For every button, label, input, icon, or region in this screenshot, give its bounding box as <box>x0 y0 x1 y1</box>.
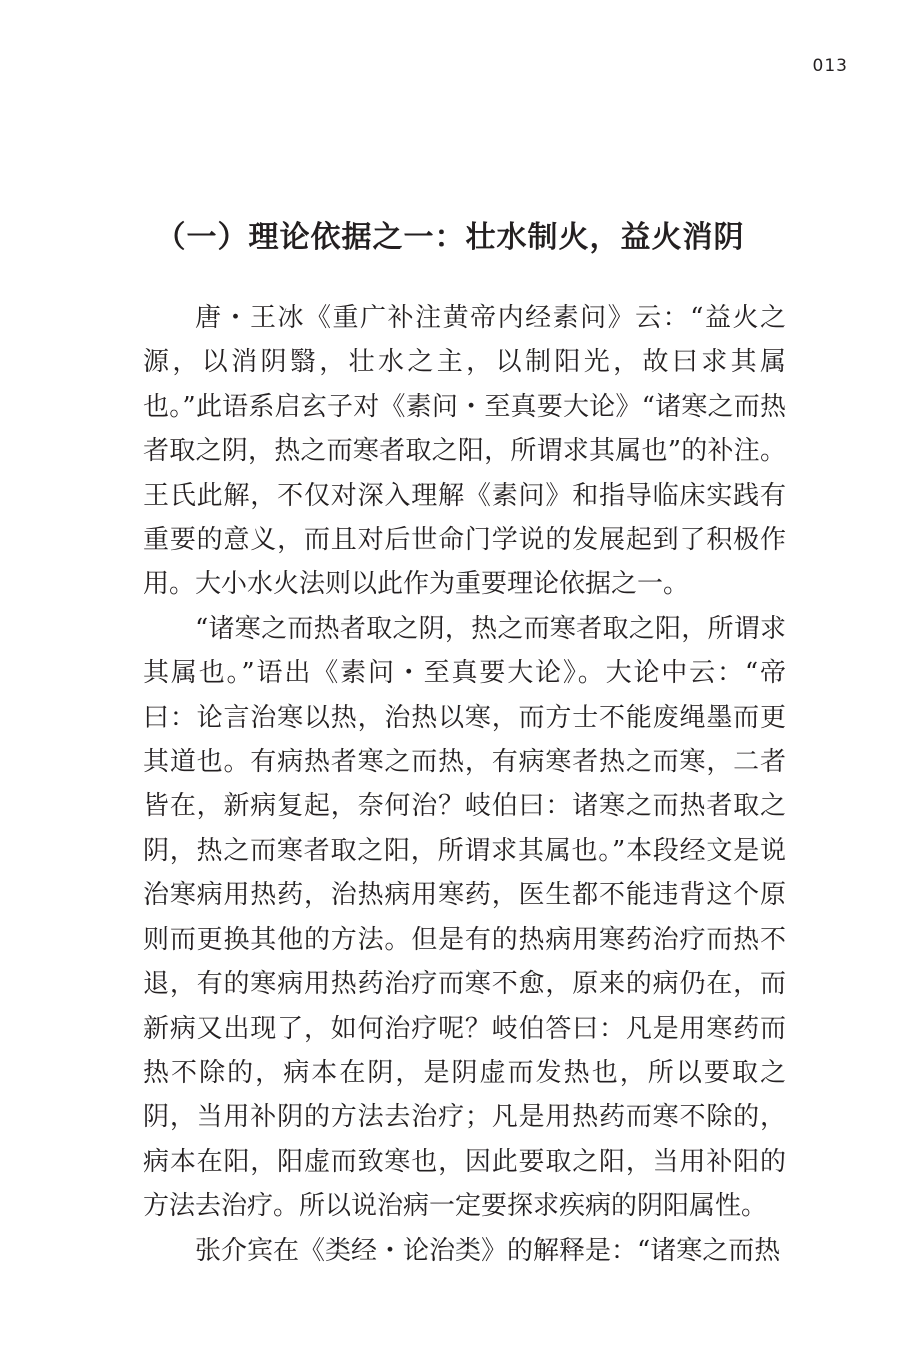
paragraph-2: “诸寒之而热者取之阴，热之而寒者取之阳，所谓求其属也。”语出《素问・至真要大论》。大论中云：“帝曰：论言治寒以热，治热以寒，而方士不能废绳墨而更其道也。有病热者寒之而热，有病寒者热之而寒，二者皆在，新病复起，奈何治？岐伯曰：诸寒之而热者取之阴，热之而寒者取之阳，所谓求其属也。”本段经文是说治寒病用热药，治热病用寒药，医生都不能违背这个原则而更换其他的方法。但是有的热病用寒药治疗而热不退，有的寒病用热药治疗而寒不愈，原来的病仍在，而新病又出现了，如何治疗呢？岐伯答曰：凡是用寒药而热不除的，病本在阴，是阴虚而发热也，所以要取之阴，当用补阴的方法去治疗；凡是用热药而寒不除的，病本在阳，阳虚而致寒也，因此要取之阳，当用补阳的方法去治疗。所以说治病一定要探求疾病的阴阳属性。 <box>143 613 786 1222</box>
paragraph-1: 唐・王冰《重广补注黄帝内经素问》云：“益火之源，以消阴翳，壮水之主，以制阳光，故曰求其属也。”此语系启玄子对《素问・至真要大论》“诸寒之而热者取之阴，热之而寒者取之阳，所谓求其属也”的补注。王氏此解，不仅对深入理解《素问》和指导临床实践有重要的意义，而且对后世命门学说的发展起到了积极作用。大小水火法则以此作为重要理论依据之一。 <box>143 303 786 600</box>
body-text <box>143 296 786 1273</box>
page-number: 013 <box>812 56 848 76</box>
section-heading: （一）理论依据之一：壮水制火，益火消阴 <box>155 220 745 255</box>
paragraph-3: 张介宾在《类经・论治类》的解释是：“诸寒之而热 <box>195 1235 781 1266</box>
